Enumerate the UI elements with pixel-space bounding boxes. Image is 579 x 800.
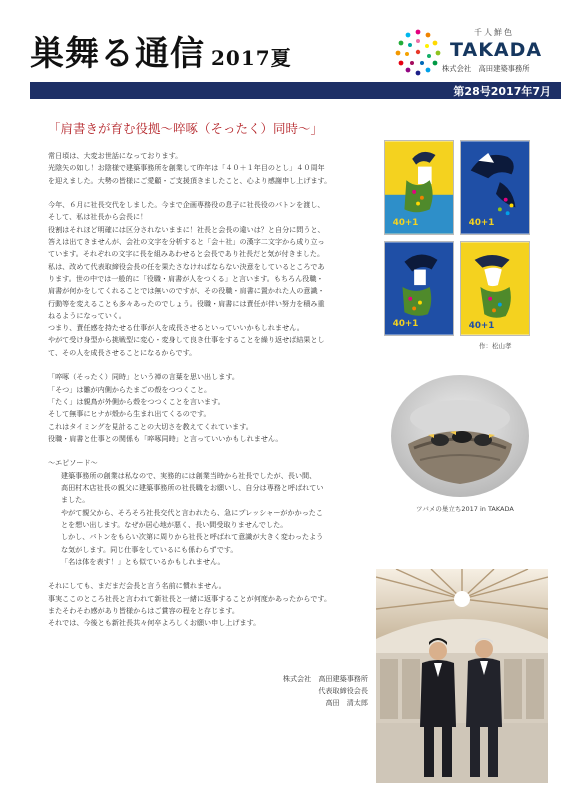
body-line: そして無事にヒナが殻から生まれ出てくるのです。: [48, 409, 211, 419]
poster-illustration: [385, 242, 453, 335]
poster-badge: 40+1: [468, 217, 495, 228]
poster-yellow-1: [384, 140, 454, 235]
poster-badge: 40+1: [392, 217, 419, 228]
poster-badge: 40+1: [468, 320, 495, 331]
body-line: ています。それぞれの文字に長を組みあわせると会長であり社長だと気が付きました。: [48, 249, 325, 259]
body-line: つまり、責任感を持たせる仕事が人を成長させるといっていいかもしれません。: [48, 323, 304, 333]
body-line: それでは、今後とも新社長共々何卒よろしくお願い申し上げます。: [48, 618, 261, 628]
newsletter-name: 巣舞る通信: [30, 34, 205, 74]
signature-company: 株式会社 高田建築事務所: [282, 674, 368, 683]
body-line: 光陰矢の如し！お陰様で建築事務所を創業して昨年は「４０＋１年目のとし」４０周年: [48, 163, 325, 173]
body-line: ねるようになっていく。: [48, 310, 126, 320]
body-line: 役職・肩書と仕事との関係も「啐啄同時」と言っていいかもしれません。: [48, 433, 283, 443]
body-line: て、その人を成長させることになるからです。: [48, 347, 197, 357]
signature-name: 高田 清太郎: [325, 698, 368, 707]
body-line: 常日頃は、大変お世話になっております。: [48, 151, 183, 160]
nest-caption: ツバメの巣立ち2017 in TAKADA: [416, 505, 514, 513]
color-dots-logo-icon: [392, 26, 444, 78]
body-line: 「たく」は親鳥が外側から殻をつつくことを言います。: [48, 396, 225, 406]
body-line: しかし、バトンをもらい次第に周りから社長と呼ばれて意識が大きく変わったよう: [61, 532, 324, 542]
body-line: それにしても、まだまだ会長と言う名前に慣れません。: [48, 581, 226, 591]
newsletter-season: 2017夏: [211, 46, 292, 70]
logo-tagline: 千人鮮色: [474, 28, 514, 37]
body-line: を迎えました。大勢の皆様にご愛顧・ご支援頂きましたこと、心より感謝申し上げます。: [48, 175, 332, 185]
poster-illustration: [461, 141, 529, 234]
poster-artwork-grid: [384, 140, 530, 336]
body-line: 私は、改めて代表取締役会長の任を果たさなければならない決意をしているところであ: [48, 261, 325, 271]
signature-block: [256, 673, 368, 709]
body-line: 事実ここのところ社長と言われて新社長と一緒に返事することが何度かあったからです。: [48, 593, 332, 603]
body-line: ました。: [61, 495, 90, 505]
body-line: 「啐啄（そったく）同時」という禅の言葉を思い出します。: [48, 372, 239, 382]
issue-bar: [30, 82, 561, 99]
body-line: とを想い出します。なぜか居心地が悪く、長い間受取りませんでした。: [61, 519, 288, 529]
art-caption: 作：松山孝: [479, 342, 512, 350]
swallow-nest-photo: [390, 374, 530, 498]
poster-badge: 40+1: [392, 318, 419, 329]
body-line: またそわそわ感があり皆様からはご賞容の程をと存じます。: [48, 605, 239, 615]
poster-illustration: [385, 141, 453, 234]
body-line: やがて受け身型から挑戦型に変心・変身して良き仕事をすることを繰り返せば結果とし: [48, 335, 325, 345]
issue-number: 第28号2017年7月: [453, 85, 551, 98]
body-line: やがて親父から、そろそろ社長交代と言われたら、急にプレッシャーがかかったこ: [61, 507, 323, 517]
body-line: 「名は体を表す！」とも似ているかもしれません。: [61, 556, 225, 566]
newsletter-title: [30, 26, 292, 75]
body-line: 役割はそれほど明確には区分されないままに！社長と会長の違いは？と自分に問うと、: [48, 224, 325, 234]
logo-company-name: 株式会社 高田建築事務所: [442, 64, 530, 73]
article-body: [48, 150, 360, 630]
poster-yellow-2: [460, 241, 530, 336]
signature-role: 代表取締役会長: [318, 686, 368, 695]
body-line: ります。世の中では一般的に「役職・肩書が人をつくる」と言います。もちろん役職・: [48, 273, 324, 283]
body-line: 「そつ」は雛が内側からたまごの殻をつつくこと。: [48, 384, 212, 394]
poster-blue-1: [460, 140, 530, 235]
poster-blue-2: [384, 241, 454, 336]
body-line: 行動等を変えることも多々あったのでしょう。役職・肩書には責任が伴い努力を積み重: [48, 298, 325, 308]
body-line: 高田村木店社長の親父に建築事務所の社長職をお願いし、自分は専務と呼ばれてい: [61, 483, 324, 493]
company-logo: [392, 24, 562, 80]
episode-heading: ～エピソード～: [48, 458, 98, 468]
chairman-president-photo: [376, 569, 548, 783]
body-line: 答えは出てきませんが、会社の文字を分析すると「会＋社」の漢字二文字から成り立っ: [48, 237, 325, 247]
logo-brand: TAKADA: [450, 39, 543, 61]
poster-illustration: [461, 242, 529, 335]
body-line: そして、私は社長から会長に！: [48, 212, 148, 222]
body-line: 今年、６月に社長交代をしました。今まで企画専務役の息子に社長役のバトンを渡し、: [48, 200, 325, 210]
body-line: これはタイミングを見計ることの大切さを教えてくれています。: [48, 421, 253, 431]
article-title: 「肩書きが育む役拠～啐啄（そったく）同時～」: [48, 121, 324, 136]
body-line: 肩書が何かをしてくれることでは無いのですが、その役職・肩書に置かれた人の意識・: [48, 286, 325, 296]
body-line: な気がします。同じ仕事をしているにも係わらずです。: [61, 544, 238, 554]
body-line: 建築事務所の創業は私なので、実務的には創業当時から社長でしたが、長い間、: [61, 470, 317, 480]
